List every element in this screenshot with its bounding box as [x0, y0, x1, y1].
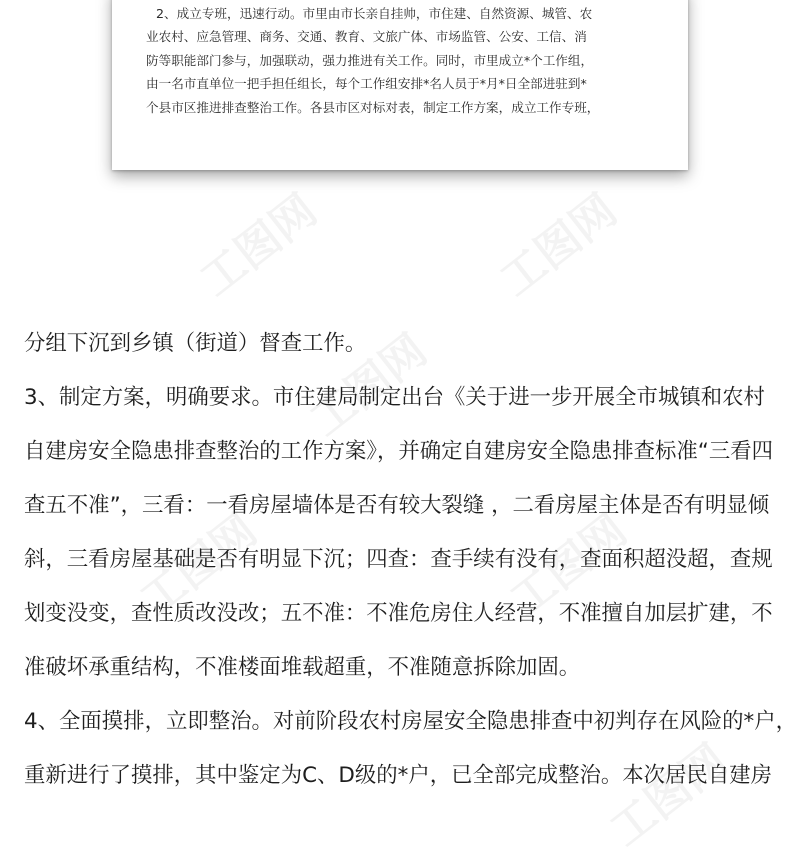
body-line: 4、全面摸排，立即整治。对前阶段农村房屋安全隐患排查中初判存在风险的*户， [24, 709, 797, 734]
card-line: 个县市区推进排查整治工作。各县市区对标对表，制定工作方案，成立工作专班， [146, 99, 600, 115]
body-line: 划变没变，查性质改没改；五不准：不准危房住人经营，不准擅自加层扩建，不 [24, 601, 773, 626]
previous-page-text [146, 0, 656, 119]
body-line: 斜，三看房屋基础是否有明显下沉；四查：查手续有没有，查面积超没超，查规 [24, 547, 773, 572]
card-line: 业农村、应急管理、商务、交通、教育、文旅广体、市场监管、公安、工信、消 [146, 29, 587, 45]
watermark: 工图网 [601, 734, 737, 857]
body-line: 查五不准”，三看：一看房屋墙体是否有较大裂缝 ，二看房屋主体是否有明显倾 [24, 493, 770, 518]
card-line: 2、成立专班，迅速行动。市里由市长亲自挂帅，市住建、自然资源、城管、农 [156, 6, 593, 21]
watermark: 工图网 [131, 504, 267, 627]
body-line: 分组下沉到乡镇（街道）督查工作。 [24, 331, 367, 356]
body-line: 准破坏承重结构，不准楼面堆载超重，不准随意拆除加固。 [24, 655, 581, 680]
body-line: 3、制定方案，明确要求。市住建局制定出台《关于进一步开展全市城镇和农村 [24, 385, 765, 410]
body-line: 重新进行了摸排，其中鉴定为C、D级的*户，已全部完成整治。本次居民自建房 [24, 763, 772, 788]
watermark: 工图网 [491, 184, 627, 307]
card-line: 防等职能部门参与，加强联动，强力推进有关工作。同时，市里成立*个工作组， [146, 52, 594, 68]
watermark: 工图网 [301, 324, 437, 447]
card-line: 由一名市直单位一把手担任组长，每个工作组安排*名人员于*月*日全部进驻到* [146, 76, 587, 92]
body-line: 自建房安全隐患排查整治的工作方案》，并确定自建房安全隐患排查标准“三看四 [24, 439, 774, 464]
watermark: 工图网 [191, 184, 327, 307]
watermark: 工图网 [501, 504, 637, 627]
